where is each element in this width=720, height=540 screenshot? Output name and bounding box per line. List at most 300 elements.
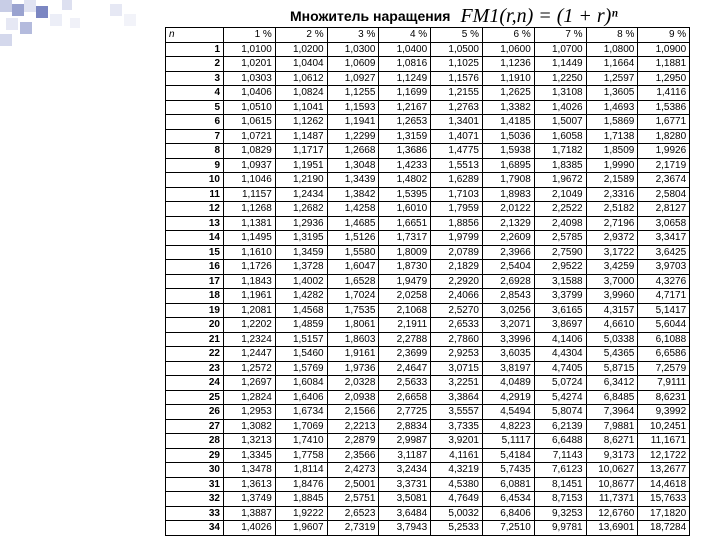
factor-cell: 1,1157 <box>224 187 276 202</box>
factor-cell: 1,5126 <box>327 231 379 246</box>
factor-cell: 1,7959 <box>431 202 483 217</box>
factor-cell: 1,5395 <box>379 187 431 202</box>
table-row <box>166 463 690 478</box>
factor-cell: 2,4647 <box>379 361 431 376</box>
factor-cell: 1,3842 <box>327 187 379 202</box>
factor-cell: 1,8730 <box>379 260 431 275</box>
factor-cell: 3,9703 <box>638 260 690 275</box>
factor-cell: 1,3749 <box>224 492 276 507</box>
factor-cell: 1,1843 <box>224 274 276 289</box>
factor-cell: 1,6895 <box>482 158 534 173</box>
factor-cell: 1,0510 <box>224 100 276 115</box>
period-cell: 11 <box>166 187 224 202</box>
factor-cell: 1,8385 <box>534 158 586 173</box>
factor-cell: 3,7335 <box>431 419 483 434</box>
period-cell: 5 <box>166 100 224 115</box>
factor-cell: 1,0300 <box>327 42 379 57</box>
factor-cell: 6,8406 <box>482 506 534 521</box>
factor-cell: 4,6610 <box>586 318 638 333</box>
table-row <box>166 260 690 275</box>
column-header-rate: 6 % <box>482 28 534 43</box>
column-header-n: n <box>166 28 224 43</box>
slide-title <box>290 2 618 30</box>
factor-cell: 1,2081 <box>224 303 276 318</box>
factor-cell: 5,4274 <box>534 390 586 405</box>
factor-cell: 2,8834 <box>379 419 431 434</box>
column-header-rate: 1 % <box>224 28 276 43</box>
factor-cell: 12,1722 <box>638 448 690 463</box>
table-row <box>166 521 690 536</box>
factor-cell: 1,1576 <box>431 71 483 86</box>
factor-cell: 1,0201 <box>224 57 276 72</box>
factor-cell: 1,0406 <box>224 86 276 101</box>
factor-cell: 3,6425 <box>638 245 690 260</box>
table-row <box>166 129 690 144</box>
table-row <box>166 86 690 101</box>
factor-cell: 1,2625 <box>482 86 534 101</box>
factor-cell: 1,6406 <box>275 390 327 405</box>
table-row <box>166 492 690 507</box>
factor-cell: 1,5513 <box>431 158 483 173</box>
factor-cell: 1,7317 <box>379 231 431 246</box>
factor-cell: 1,5869 <box>586 115 638 130</box>
factor-cell: 1,1610 <box>224 245 276 260</box>
period-cell: 9 <box>166 158 224 173</box>
table-row <box>166 477 690 492</box>
factor-cell: 5,0724 <box>534 376 586 391</box>
factor-cell: 3,6035 <box>482 347 534 362</box>
factor-cell: 1,3213 <box>224 434 276 449</box>
factor-cell: 3,5557 <box>431 405 483 420</box>
factor-cell: 1,4026 <box>224 521 276 536</box>
factor-cell: 5,1117 <box>482 434 534 449</box>
factor-cell: 6,2139 <box>534 419 586 434</box>
factor-cell: 2,6533 <box>431 318 483 333</box>
factor-cell: 2,2920 <box>431 274 483 289</box>
factor-cell: 10,0627 <box>586 463 638 478</box>
factor-cell: 13,2677 <box>638 463 690 478</box>
factor-cell: 1,9161 <box>327 347 379 362</box>
factor-cell: 1,3082 <box>224 419 276 434</box>
factor-cell: 1,0303 <box>224 71 276 86</box>
factor-cell: 1,3382 <box>482 100 534 115</box>
factor-cell: 1,1255 <box>327 86 379 101</box>
factor-cell: 1,8476 <box>275 477 327 492</box>
factor-cell: 2,6928 <box>482 274 534 289</box>
factor-cell: 1,2572 <box>224 361 276 376</box>
factor-cell: 2,9522 <box>534 260 586 275</box>
factor-cell: 1,2434 <box>275 187 327 202</box>
factor-cell: 4,5494 <box>482 405 534 420</box>
column-header-rate: 8 % <box>586 28 638 43</box>
factor-cell: 9,9781 <box>534 521 586 536</box>
factor-cell: 2,2788 <box>379 332 431 347</box>
factor-cell: 6,6488 <box>534 434 586 449</box>
period-cell: 27 <box>166 419 224 434</box>
factor-cell: 4,7171 <box>638 289 690 304</box>
factor-cell: 1,2597 <box>586 71 638 86</box>
factor-cell: 3,1588 <box>534 274 586 289</box>
period-cell: 3 <box>166 71 224 86</box>
factor-cell: 1,4185 <box>482 115 534 130</box>
period-cell: 21 <box>166 332 224 347</box>
factor-cell: 2,3966 <box>482 245 534 260</box>
factor-cell: 13,6901 <box>586 521 638 536</box>
factor-cell: 2,0258 <box>379 289 431 304</box>
table-row <box>166 318 690 333</box>
factor-cell: 1,8009 <box>379 245 431 260</box>
factor-cell: 3,0715 <box>431 361 483 376</box>
table-row <box>166 100 690 115</box>
factor-cell: 1,2697 <box>224 376 276 391</box>
factor-cell: 1,0609 <box>327 57 379 72</box>
factor-cell: 4,8223 <box>482 419 534 434</box>
factor-cell: 1,4116 <box>638 86 690 101</box>
period-cell: 12 <box>166 202 224 217</box>
factor-cell: 1,4071 <box>431 129 483 144</box>
factor-cell: 1,7535 <box>327 303 379 318</box>
factor-cell: 2,5785 <box>534 231 586 246</box>
factor-cell: 1,9479 <box>379 274 431 289</box>
table-row <box>166 202 690 217</box>
factor-cell: 1,0400 <box>379 42 431 57</box>
factor-cell: 6,6586 <box>638 347 690 362</box>
factor-cell: 2,3316 <box>586 187 638 202</box>
column-header-rate: 4 % <box>379 28 431 43</box>
period-cell: 28 <box>166 434 224 449</box>
factor-cell: 7,2510 <box>482 521 534 536</box>
factor-cell: 5,0338 <box>586 332 638 347</box>
factor-cell: 1,0800 <box>586 42 638 57</box>
factor-cell: 3,3731 <box>379 477 431 492</box>
period-cell: 22 <box>166 347 224 362</box>
factor-cell: 1,3439 <box>327 173 379 188</box>
title-formula: FM1(r,n) = (1 + r)ⁿ <box>460 4 618 27</box>
factor-cell: 2,8127 <box>638 202 690 217</box>
table-row <box>166 332 690 347</box>
factor-cell: 2,0789 <box>431 245 483 260</box>
factor-cell: 1,0900 <box>638 42 690 57</box>
factor-cell: 2,4098 <box>534 216 586 231</box>
factor-cell: 9,3992 <box>638 405 690 420</box>
factor-cell: 1,7182 <box>534 144 586 159</box>
factor-cell: 2,6658 <box>379 390 431 405</box>
factor-cell: 1,3605 <box>586 86 638 101</box>
factor-cell: 1,7138 <box>586 129 638 144</box>
factor-cell: 1,0600 <box>482 42 534 57</box>
factor-cell: 1,9672 <box>534 173 586 188</box>
factor-cell: 1,3887 <box>224 506 276 521</box>
factor-cell: 1,4233 <box>379 158 431 173</box>
factor-cell: 2,0938 <box>327 390 379 405</box>
table-row <box>166 376 690 391</box>
factor-cell: 1,7103 <box>431 187 483 202</box>
accrual-factor-table-container <box>165 27 689 536</box>
factor-cell: 1,1726 <box>224 260 276 275</box>
table-row <box>166 274 690 289</box>
factor-cell: 4,1406 <box>534 332 586 347</box>
factor-cell: 5,6044 <box>638 318 690 333</box>
factor-cell: 3,3799 <box>534 289 586 304</box>
factor-cell: 1,3613 <box>224 477 276 492</box>
factor-cell: 1,1046 <box>224 173 276 188</box>
period-cell: 4 <box>166 86 224 101</box>
factor-cell: 3,8697 <box>534 318 586 333</box>
table-body <box>166 42 690 535</box>
factor-cell: 3,7943 <box>379 521 431 536</box>
factor-cell: 1,5460 <box>275 347 327 362</box>
factor-cell: 1,1961 <box>224 289 276 304</box>
factor-cell: 10,8677 <box>586 477 638 492</box>
factor-cell: 1,4282 <box>275 289 327 304</box>
period-cell: 17 <box>166 274 224 289</box>
factor-cell: 2,5001 <box>327 477 379 492</box>
period-cell: 6 <box>166 115 224 130</box>
factor-cell: 2,8543 <box>482 289 534 304</box>
factor-cell: 1,2953 <box>224 405 276 420</box>
factor-cell: 4,3157 <box>586 303 638 318</box>
factor-cell: 2,0328 <box>327 376 379 391</box>
factor-cell: 2,5270 <box>431 303 483 318</box>
factor-cell: 1,0927 <box>327 71 379 86</box>
factor-cell: 4,5380 <box>431 477 483 492</box>
factor-cell: 1,2653 <box>379 115 431 130</box>
factor-cell: 6,1088 <box>638 332 690 347</box>
period-cell: 33 <box>166 506 224 521</box>
factor-cell: 1,1910 <box>482 71 534 86</box>
factor-cell: 1,0612 <box>275 71 327 86</box>
factor-cell: 3,6484 <box>379 506 431 521</box>
factor-cell: 2,9253 <box>431 347 483 362</box>
table-row <box>166 71 690 86</box>
factor-cell: 1,3728 <box>275 260 327 275</box>
decorative-squares <box>0 0 160 50</box>
factor-cell: 1,6084 <box>275 376 327 391</box>
table-row <box>166 115 690 130</box>
factor-cell: 2,2879 <box>327 434 379 449</box>
factor-cell: 2,9372 <box>586 231 638 246</box>
factor-cell: 2,4066 <box>431 289 483 304</box>
period-cell: 25 <box>166 390 224 405</box>
period-cell: 14 <box>166 231 224 246</box>
factor-cell: 4,1161 <box>431 448 483 463</box>
factor-cell: 1,1236 <box>482 57 534 72</box>
table-row <box>166 158 690 173</box>
factor-cell: 1,0816 <box>379 57 431 72</box>
table-row <box>166 390 690 405</box>
factor-cell: 5,2533 <box>431 521 483 536</box>
factor-cell: 2,3699 <box>379 347 431 362</box>
factor-cell: 1,1041 <box>275 100 327 115</box>
factor-cell: 7,2579 <box>638 361 690 376</box>
factor-cell: 2,1589 <box>586 173 638 188</box>
table-row <box>166 347 690 362</box>
accrual-factor-table <box>165 27 690 536</box>
factor-cell: 1,8061 <box>327 318 379 333</box>
factor-cell: 4,2919 <box>482 390 534 405</box>
factor-cell: 1,9799 <box>431 231 483 246</box>
factor-cell: 2,3566 <box>327 448 379 463</box>
factor-cell: 1,4693 <box>586 100 638 115</box>
factor-cell: 3,3996 <box>482 332 534 347</box>
factor-cell: 1,1881 <box>638 57 690 72</box>
factor-cell: 2,6523 <box>327 506 379 521</box>
factor-cell: 1,6010 <box>379 202 431 217</box>
factor-cell: 5,4365 <box>586 347 638 362</box>
factor-cell: 1,2763 <box>431 100 483 115</box>
column-header-rate: 5 % <box>431 28 483 43</box>
period-cell: 13 <box>166 216 224 231</box>
factor-cell: 4,0489 <box>482 376 534 391</box>
factor-cell: 2,5804 <box>638 187 690 202</box>
column-header-rate: 3 % <box>327 28 379 43</box>
factor-cell: 1,6771 <box>638 115 690 130</box>
table-row <box>166 303 690 318</box>
factor-cell: 1,4685 <box>327 216 379 231</box>
period-cell: 23 <box>166 361 224 376</box>
factor-cell: 3,3417 <box>638 231 690 246</box>
factor-cell: 1,8603 <box>327 332 379 347</box>
factor-cell: 1,5769 <box>275 361 327 376</box>
table-row <box>166 245 690 260</box>
factor-cell: 1,7908 <box>482 173 534 188</box>
factor-cell: 3,3864 <box>431 390 483 405</box>
factor-cell: 4,4304 <box>534 347 586 362</box>
factor-cell: 5,7435 <box>482 463 534 478</box>
factor-cell: 8,6271 <box>586 434 638 449</box>
factor-cell: 1,7024 <box>327 289 379 304</box>
factor-cell: 2,7319 <box>327 521 379 536</box>
table-row <box>166 173 690 188</box>
factor-cell: 1,3478 <box>224 463 276 478</box>
factor-cell: 2,7590 <box>534 245 586 260</box>
factor-cell: 9,3173 <box>586 448 638 463</box>
factor-cell: 5,4184 <box>482 448 534 463</box>
factor-cell: 9,3253 <box>534 506 586 521</box>
factor-cell: 3,5081 <box>379 492 431 507</box>
factor-cell: 1,9222 <box>275 506 327 521</box>
factor-cell: 3,9201 <box>431 434 483 449</box>
factor-cell: 2,5404 <box>482 260 534 275</box>
factor-cell: 2,1068 <box>379 303 431 318</box>
factor-cell: 1,1381 <box>224 216 276 231</box>
period-cell: 16 <box>166 260 224 275</box>
factor-cell: 1,3195 <box>275 231 327 246</box>
factor-cell: 2,5633 <box>379 376 431 391</box>
factor-cell: 4,3276 <box>638 274 690 289</box>
factor-cell: 1,1699 <box>379 86 431 101</box>
period-cell: 19 <box>166 303 224 318</box>
period-cell: 15 <box>166 245 224 260</box>
factor-cell: 1,4026 <box>534 100 586 115</box>
table-row <box>166 57 690 72</box>
factor-cell: 1,1495 <box>224 231 276 246</box>
factor-cell: 1,3159 <box>379 129 431 144</box>
factor-cell: 1,4859 <box>275 318 327 333</box>
factor-cell: 10,2451 <box>638 419 690 434</box>
factor-cell: 2,7725 <box>379 405 431 420</box>
column-header-rate: 9 % <box>638 28 690 43</box>
factor-cell: 1,5036 <box>482 129 534 144</box>
factor-cell: 2,1829 <box>431 260 483 275</box>
factor-cell: 1,2936 <box>275 216 327 231</box>
period-cell: 7 <box>166 129 224 144</box>
factor-cell: 1,7410 <box>275 434 327 449</box>
factor-cell: 4,7405 <box>534 361 586 376</box>
factor-cell: 1,2824 <box>224 390 276 405</box>
factor-cell: 1,2190 <box>275 173 327 188</box>
factor-cell: 7,9881 <box>586 419 638 434</box>
factor-cell: 2,7860 <box>431 332 483 347</box>
factor-cell: 1,1449 <box>534 57 586 72</box>
factor-cell: 1,2324 <box>224 332 276 347</box>
factor-cell: 2,1329 <box>482 216 534 231</box>
factor-cell: 1,4775 <box>431 144 483 159</box>
factor-cell: 2,2522 <box>534 202 586 217</box>
factor-cell: 3,1187 <box>379 448 431 463</box>
table-row <box>166 187 690 202</box>
factor-cell: 1,5386 <box>638 100 690 115</box>
factor-cell: 2,2213 <box>327 419 379 434</box>
factor-cell: 1,1593 <box>327 100 379 115</box>
factor-cell: 1,2250 <box>534 71 586 86</box>
factor-cell: 1,0721 <box>224 129 276 144</box>
factor-cell: 1,7758 <box>275 448 327 463</box>
factor-cell: 15,7633 <box>638 492 690 507</box>
factor-cell: 3,8197 <box>482 361 534 376</box>
factor-cell: 1,1249 <box>379 71 431 86</box>
factor-cell: 2,7196 <box>586 216 638 231</box>
factor-cell: 1,7069 <box>275 419 327 434</box>
factor-cell: 2,4273 <box>327 463 379 478</box>
factor-cell: 1,8509 <box>586 144 638 159</box>
factor-cell: 1,4002 <box>275 274 327 289</box>
factor-cell: 14,4618 <box>638 477 690 492</box>
period-cell: 29 <box>166 448 224 463</box>
factor-cell: 8,1451 <box>534 477 586 492</box>
factor-cell: 1,5580 <box>327 245 379 260</box>
factor-cell: 1,0200 <box>275 42 327 57</box>
period-cell: 26 <box>166 405 224 420</box>
factor-cell: 1,3401 <box>431 115 483 130</box>
factor-cell: 1,2155 <box>431 86 483 101</box>
factor-cell: 4,3219 <box>431 463 483 478</box>
period-cell: 8 <box>166 144 224 159</box>
table-row <box>166 361 690 376</box>
factor-cell: 3,2071 <box>482 318 534 333</box>
factor-cell: 5,8715 <box>586 361 638 376</box>
table-row <box>166 144 690 159</box>
factor-cell: 1,9607 <box>275 521 327 536</box>
factor-cell: 2,5751 <box>327 492 379 507</box>
factor-cell: 1,9736 <box>327 361 379 376</box>
factor-cell: 1,1262 <box>275 115 327 130</box>
table-row <box>166 289 690 304</box>
factor-cell: 1,8856 <box>431 216 483 231</box>
period-cell: 30 <box>166 463 224 478</box>
factor-cell: 1,6528 <box>327 274 379 289</box>
factor-cell: 1,8983 <box>482 187 534 202</box>
factor-cell: 2,1566 <box>327 405 379 420</box>
factor-cell: 1,9990 <box>586 158 638 173</box>
factor-cell: 4,7649 <box>431 492 483 507</box>
factor-cell: 1,9926 <box>638 144 690 159</box>
table-row <box>166 216 690 231</box>
factor-cell: 1,4568 <box>275 303 327 318</box>
period-cell: 2 <box>166 57 224 72</box>
table-row <box>166 42 690 57</box>
factor-cell: 6,0881 <box>482 477 534 492</box>
